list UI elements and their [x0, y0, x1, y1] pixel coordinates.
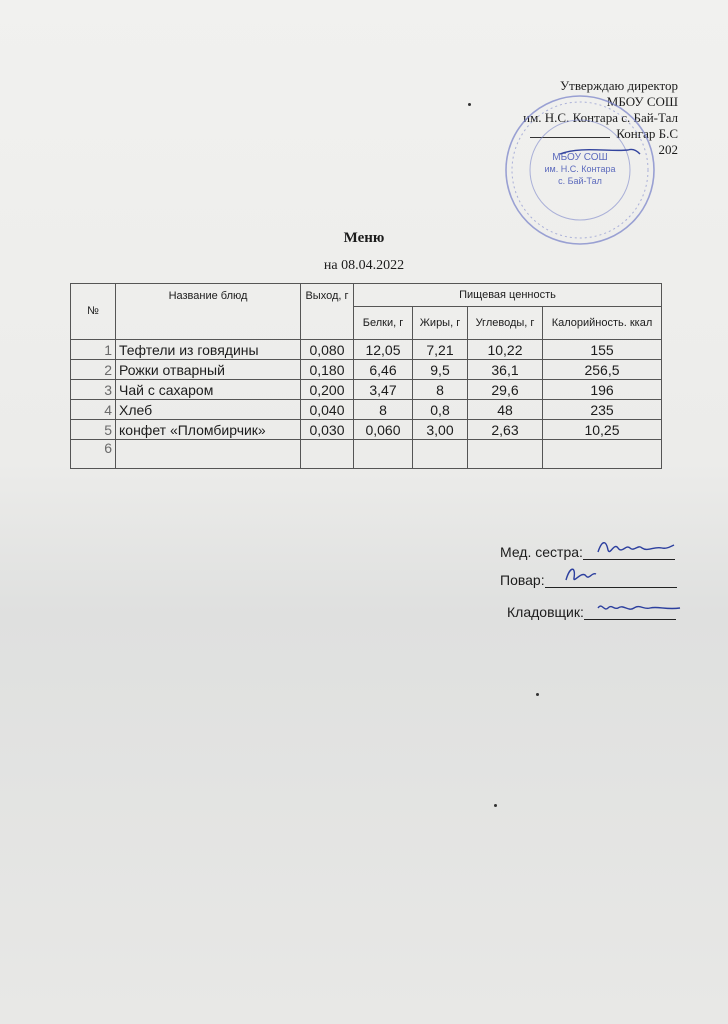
dish-calories — [543, 440, 662, 469]
dish-carbs: 10,22 — [468, 340, 543, 360]
dish-name: Чай с сахаром — [116, 380, 301, 400]
header-yield: Выход, г — [301, 284, 354, 340]
dish-fat — [413, 440, 468, 469]
nurse-label: Мед. сестра: — [500, 544, 583, 560]
dish-name: конфет «Пломбирчик» — [116, 420, 301, 440]
dish-calories: 196 — [543, 380, 662, 400]
header-fat: Жиры, г — [413, 307, 468, 340]
approval-line-3: им. Н.С. Контара с. Бай-Тал — [523, 110, 678, 125]
dish-fat: 9,5 — [413, 360, 468, 380]
ink-dot — [468, 103, 471, 106]
dish-protein: 12,05 — [354, 340, 413, 360]
dish-protein: 0,060 — [354, 420, 413, 440]
dish-carbs: 2,63 — [468, 420, 543, 440]
storekeeper-signature-scribble — [596, 596, 682, 618]
table-row — [71, 420, 662, 440]
header-protein: Белки, г — [354, 307, 413, 340]
stamp-text-1: МБОУ СОШ — [552, 152, 608, 163]
table-row — [71, 440, 662, 469]
dish-carbs: 29,6 — [468, 380, 543, 400]
dish-calories: 10,25 — [543, 420, 662, 440]
director-name: Конгар Б.С — [616, 126, 678, 141]
approval-line-5: 202 — [658, 142, 678, 157]
stamp-text-2: им. Н.С. Контара — [544, 164, 616, 174]
row-num: 5 — [71, 420, 116, 440]
menu-date: на 08.04.2022 — [323, 258, 405, 273]
table-row — [71, 360, 662, 380]
header-num: № — [71, 284, 116, 340]
storekeeper-label: Кладовщик: — [507, 604, 584, 620]
dish-carbs — [468, 440, 543, 469]
dish-fat: 3,00 — [413, 420, 468, 440]
dish-name — [116, 440, 301, 469]
table-row — [71, 340, 662, 360]
header-carbs: Углеводы, г — [468, 307, 543, 340]
dish-protein — [354, 440, 413, 469]
dish-name: Хлеб — [116, 400, 301, 420]
dish-yield: 0,030 — [301, 420, 354, 440]
ink-dot — [494, 804, 497, 807]
row-num: 3 — [71, 380, 116, 400]
dish-fat: 8 — [413, 380, 468, 400]
cook-label: Повар: — [500, 572, 545, 588]
header-calories: Калорийность. ккал — [543, 307, 662, 340]
ink-dot — [536, 693, 539, 696]
header-nutrition: Пищевая ценность — [354, 284, 662, 307]
dish-yield: 0,080 — [301, 340, 354, 360]
approval-line-1: Утверждаю директор — [559, 78, 678, 93]
dish-fat: 7,21 — [413, 340, 468, 360]
dish-fat: 0,8 — [413, 400, 468, 420]
page-title: Меню — [343, 230, 385, 246]
table-row — [71, 400, 662, 420]
dish-calories: 256,5 — [543, 360, 662, 380]
dish-name: Рожки отварный — [116, 360, 301, 380]
row-num: 1 — [71, 340, 116, 360]
dish-protein: 6,46 — [354, 360, 413, 380]
dish-name: Тефтели из говядины — [116, 340, 301, 360]
dish-yield: 0,040 — [301, 400, 354, 420]
dish-yield: 0,180 — [301, 360, 354, 380]
menu-table — [70, 283, 662, 469]
row-num: 4 — [71, 400, 116, 420]
dish-carbs: 36,1 — [468, 360, 543, 380]
dish-yield: 0,200 — [301, 380, 354, 400]
dish-calories: 235 — [543, 400, 662, 420]
nurse-signature-scribble — [596, 536, 676, 558]
dish-calories: 155 — [543, 340, 662, 360]
dish-yield — [301, 440, 354, 469]
row-num: 6 — [71, 440, 116, 469]
table-row — [71, 380, 662, 400]
row-num: 2 — [71, 360, 116, 380]
stamp-text-3: с. Бай-Тал — [558, 176, 602, 186]
school-stamp — [500, 90, 660, 250]
header-name: Название блюд — [116, 284, 301, 340]
cook-signature-scribble — [560, 562, 600, 588]
dish-carbs: 48 — [468, 400, 543, 420]
dish-protein: 3,47 — [354, 380, 413, 400]
approval-line-2: МБОУ СОШ — [606, 94, 678, 109]
dish-protein: 8 — [354, 400, 413, 420]
